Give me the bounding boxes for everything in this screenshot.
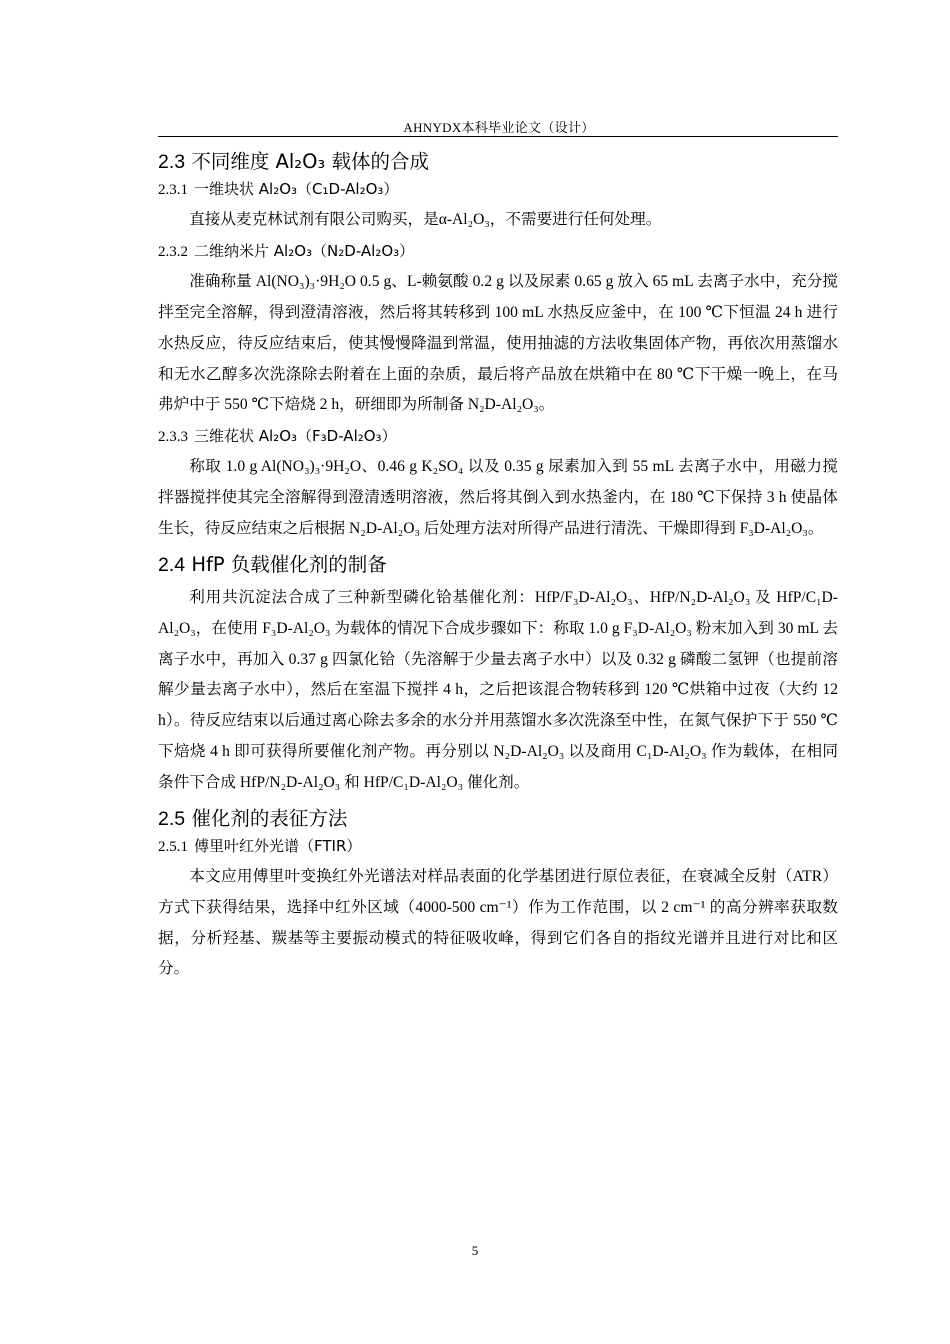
heading-2-3-1	[158, 180, 838, 199]
heading-text: 三维花状 Al₂O₃（F₃D-Al₂O₃）	[194, 427, 397, 446]
heading-2-3	[158, 150, 838, 174]
heading-number: 2.5.1	[158, 838, 188, 855]
heading-2-5-1	[158, 837, 838, 856]
paragraph-2-3-1: 直接从麦克林试剂有限公司购买，是α-Al₂O₃，不需要进行任何处理。	[189, 211, 662, 229]
heading-2-4	[158, 553, 838, 577]
paragraph-2-5-1: 本文应用傅里叶变换红外光谱法对样品表面的化学基团进行原位表征，在衰减全反射（ATR）方式下获得结果，选择中红外区域（4000-500 cm⁻¹）作为工作范围，以 2 cm⁻¹ 的高分辨率获取数据，分析羟基、羰基等主要振动模式的特征吸收峰，得到它们各自的指纹光谱并且进行对比和区分。	[158, 867, 838, 978]
paragraph-2-3-3: 称取 1.0 g Al(NO₃)₃·9H₂O、0.46 g K₂SO₄ 以及 0.35 g 尿素加入到 55 mL 去离子水中，用磁力搅拌器搅拌使其完全溶解得到澄清透明溶液，然后将其倒入到水热釜内，在 180 ℃下保持 3 h 使晶体生长，待反应结束之后根据 N₂D-Al₂O₃ 后处理方法对所得产品进行清洗、干燥即得到 F₃D-Al₂O₃。	[158, 458, 838, 537]
heading-text: 傅里叶红外光谱（FTIR）	[194, 836, 362, 855]
page-number: 5	[471, 1243, 479, 1258]
header-rule	[158, 136, 838, 137]
heading-text: 二维纳米片 Al₂O₃（N₂D-Al₂O₃）	[194, 242, 415, 261]
heading-2-5	[158, 807, 838, 831]
heading-number: 2.3.2	[158, 244, 188, 261]
heading-text: 不同维度 Al₂O₃ 载体的合成	[191, 150, 429, 173]
heading-2-3-2	[158, 242, 838, 261]
paragraph-2-3-2: 准确称量 Al(NO₃)₃·9H₂O 0.5 g、L-赖氨酸 0.2 g 以及尿素 0.65 g 放入 65 mL 去离子水中，充分搅拌至完全溶解，得到澄清溶液，然后将其转移到 100 mL 水热反应釜中，在 100 ℃下恒温 24 h 进行水热反应，待反应结束后，使其慢慢降温到常温，使用抽滤的方法收集固体产物，再依次用蒸馏水和无水乙醇多次洗涤除去附着在上面的杂质，最后将产品放在烘箱中在 80 ℃下干燥一晚上，在马弗炉中于 550 ℃下焙烧 2 h，研细即为所制备 N₂D-Al₂O₃。	[158, 273, 838, 414]
heading-number: 2.5	[158, 807, 186, 830]
heading-text: HfP 负载催化剂的制备	[191, 552, 387, 576]
heading-number: 2.3.1	[158, 182, 188, 199]
running-header: AHNYDX本科毕业论文（设计）	[403, 120, 595, 135]
page-body	[158, 140, 838, 985]
heading-number: 2.3	[158, 151, 186, 173]
heading-number: 2.3.3	[158, 429, 188, 446]
paragraph-2-4: 利用共沉淀法合成了三种新型磷化铪基催化剂：HfP/F₃D-Al₂O₃、HfP/N₂D-Al₂O₃ 及 HfP/C₁D-Al₂O₃，在使用 F₃D-Al₂O₃ 为载体的情况下合成步骤如下：称取 1.0 g F₃D-Al₂O₃ 粉末加入到 30 mL 去离子水中，再加入 0.37 g 四氯化铪（先溶解于少量去离子水中）以及 0.32 g 磷酸二氢钾（也提前溶解少量去离子水中），然后在室温下搅拌 4 h，之后把该混合物转移到 120 ℃烘箱中过夜（大约 12 h）。待反应结束以后通过离心除去多余的水分并用蒸馏水多次洗涤至中性，在氮气保护下于 550 ℃下焙烧 4 h 即可获得所要催化剂产物。再分别以 N₂D-Al₂O₃ 以及商用 C₁D-Al₂O₃ 作为载体，在相同条件下合成 HfP/N₂D-Al₂O₃ 和 HfP/C₁D-Al₂O₃ 催化剂。	[158, 588, 838, 791]
heading-text: 一维块状 Al₂O₃（C₁D-Al₂O₃）	[194, 180, 399, 199]
heading-text: 催化剂的表征方法	[191, 806, 348, 830]
heading-2-3-3	[158, 427, 838, 446]
heading-number: 2.4	[158, 553, 186, 576]
